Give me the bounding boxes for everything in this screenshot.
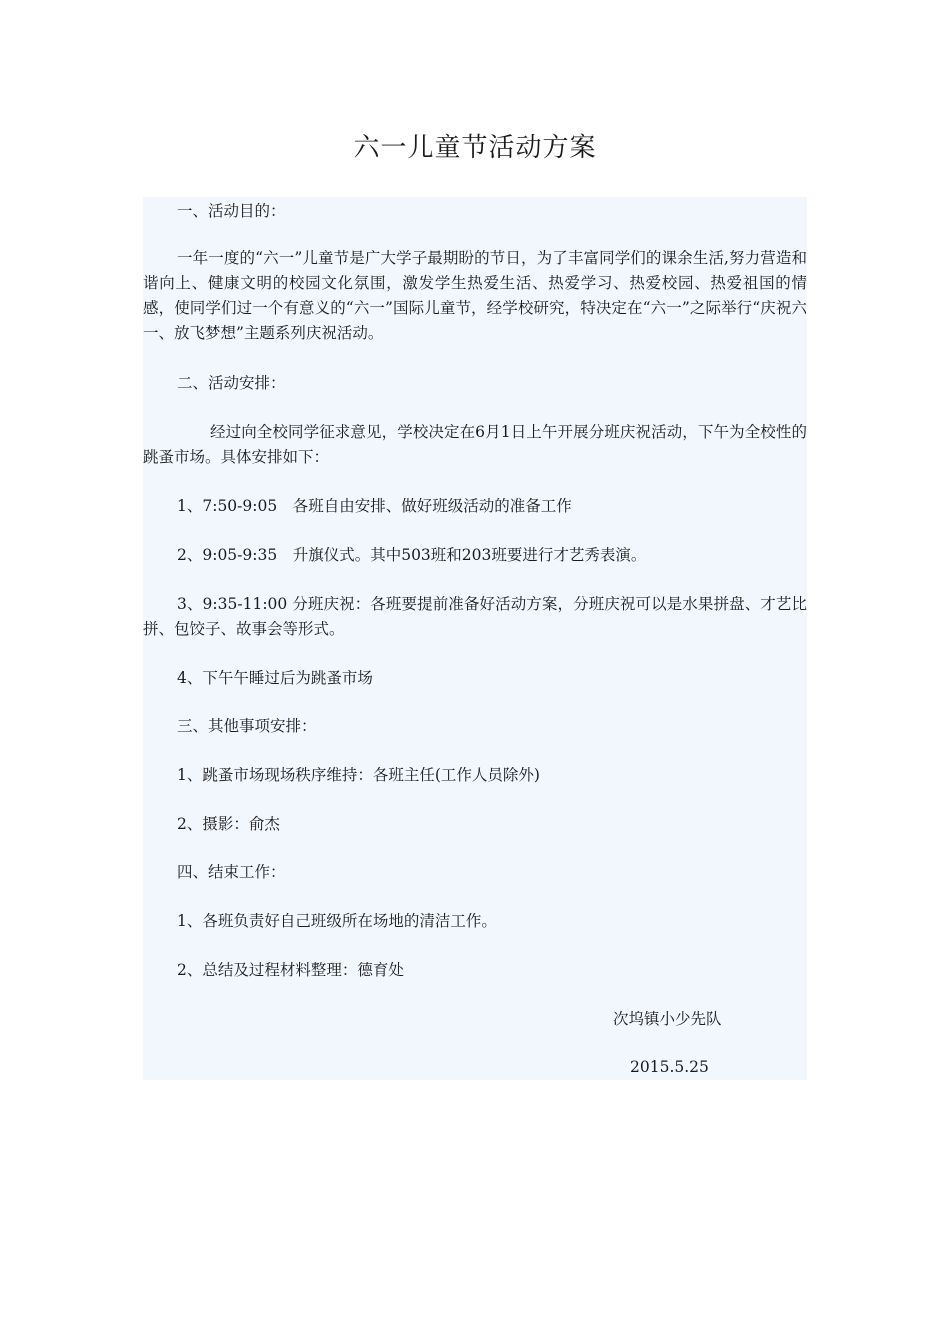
document-title: 六一儿童节活动方案 [353, 133, 597, 163]
schedule-item-1: 1、7:50-9:05 各班自由安排、做好班级活动的准备工作 [177, 497, 572, 515]
signature-organization: 次坞镇小少先队 [613, 1010, 722, 1028]
schedule-item-4: 4、下午午睡过后为跳蚤市场 [177, 669, 373, 687]
signature-date: 2015.5.25 [630, 1058, 709, 1076]
section-1-heading: 一、活动目的： [177, 202, 286, 220]
other-item-2: 2、摄影：俞杰 [177, 815, 280, 833]
schedule-item-2: 2、9:05-9:35 升旗仪式。其中503班和203班要进行才艺秀表演。 [177, 546, 647, 564]
closing-item-2: 2、总结及过程材料整理：德育处 [177, 961, 404, 979]
section-4-heading: 四、结束工作： [177, 863, 286, 881]
section-2-intro: 经过向全校同学征求意见，学校决定在6月1日上午开展分班庆祝活动，下午为全校性的跳蚤市场。具体安排如下： [143, 423, 807, 466]
section-3-heading: 三、其他事项安排： [177, 717, 317, 735]
section-1-body: 一年一度的“六一”儿童节是广大学子最期盼的节日，为了丰富同学们的课余生活,努力营造和谐向上、健康文明的校园文化氛围，激发学生热爱生活、热爱学习、热爱校园、热爱祖国的情感，使同学们过一个有意义的“六一”国际儿童节，经学校研究，特决定在“六一”之际举行“庆祝六一、放飞梦想”主题系列庆祝活动。 [143, 249, 807, 342]
section-2-heading: 二、活动安排： [177, 374, 286, 392]
closing-item-1: 1、各班负责好自己班级所在场地的清洁工作。 [177, 912, 497, 930]
other-item-1: 1、跳蚤市场现场秩序维持：各班主任(工作人员除外) [177, 766, 540, 784]
schedule-item-3: 3、9:35-11:00 分班庆祝：各班要提前准备好活动方案，分班庆祝可以是水果拼盘、才艺比拼、包饺子、故事会等形式。 [143, 595, 807, 638]
